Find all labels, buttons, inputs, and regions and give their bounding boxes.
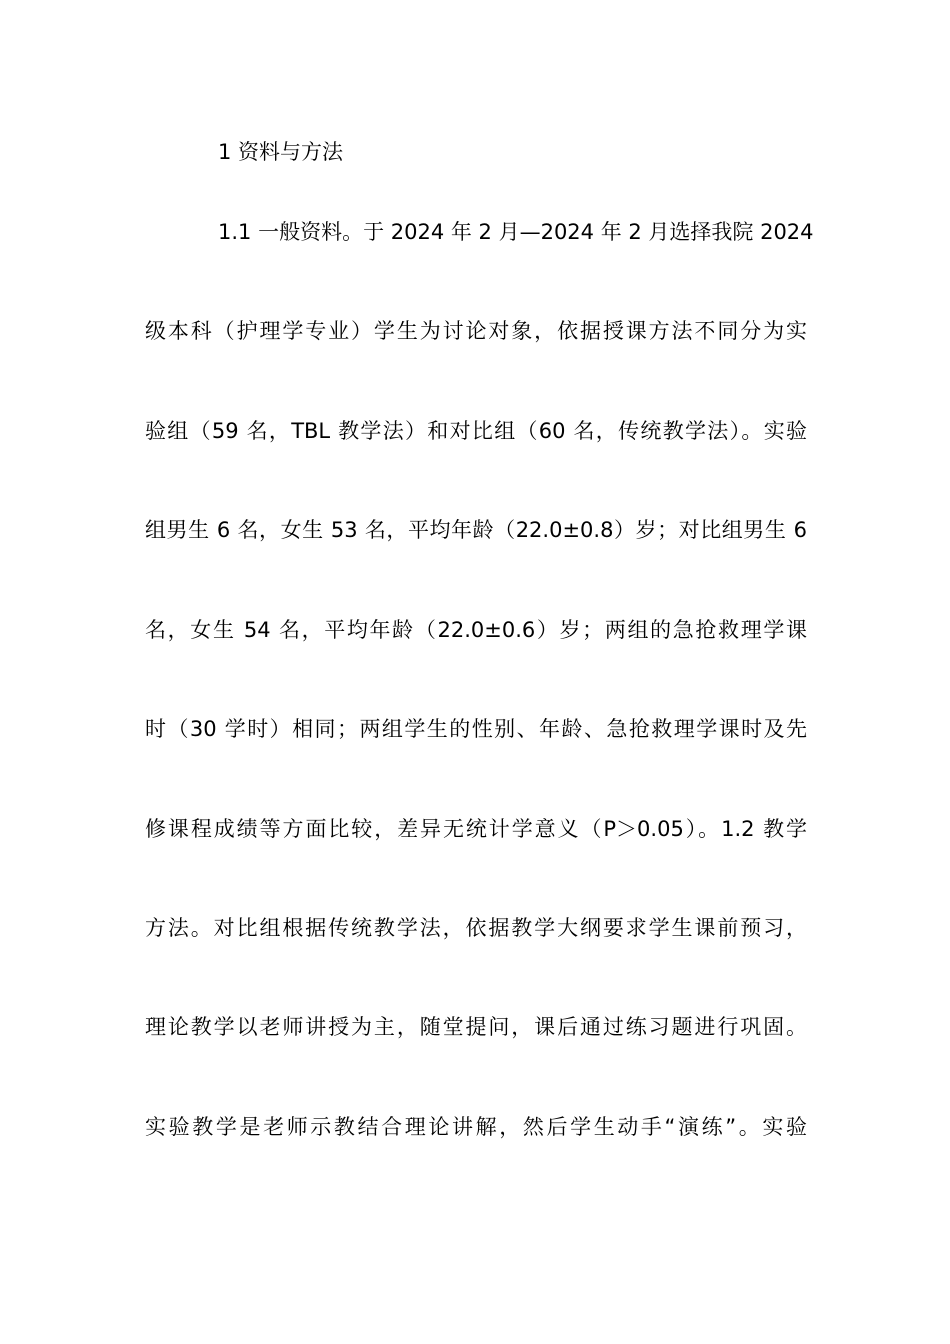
paragraph-line-10: 实验教学是老师示教结合理论讲解，然后学生动手“演练”。实验 [145, 1115, 807, 1139]
paragraph-line-3: 验组（59 名，TBL 教学法）和对比组（60 名，传统教学法）。实验 [145, 419, 807, 443]
paragraph-line-2: 级本科（护理学专业）学生为讨论对象，依据授课方法不同分为实 [145, 319, 807, 343]
paragraph-line-9: 理论教学以老师讲授为主，随堂提问，课后通过练习题进行巩固。 [145, 1015, 807, 1039]
section-heading: 1 资料与方法 [218, 140, 344, 164]
paragraph-line-7: 修课程成绩等方面比较，差异无统计学意义（P＞0.05）。1.2 教学 [145, 817, 807, 841]
paragraph-line-6: 时（30 学时）相同；两组学生的性别、年龄、急抢救理学课时及先 [145, 717, 807, 741]
paragraph-line-5: 名，女生 54 名，平均年龄（22.0±0.6）岁；两组的急抢救理学课 [145, 618, 807, 642]
paragraph-line-1: 1.1 一般资料。于 2024 年 2 月—2024 年 2 月选择我院 2024 [218, 220, 814, 244]
paragraph-line-4: 组男生 6 名，女生 53 名，平均年龄（22.0±0.8）岁；对比组男生 6 [145, 518, 807, 542]
paragraph-line-8: 方法。对比组根据传统教学法，依据教学大纲要求学生课前预习， [145, 916, 807, 940]
